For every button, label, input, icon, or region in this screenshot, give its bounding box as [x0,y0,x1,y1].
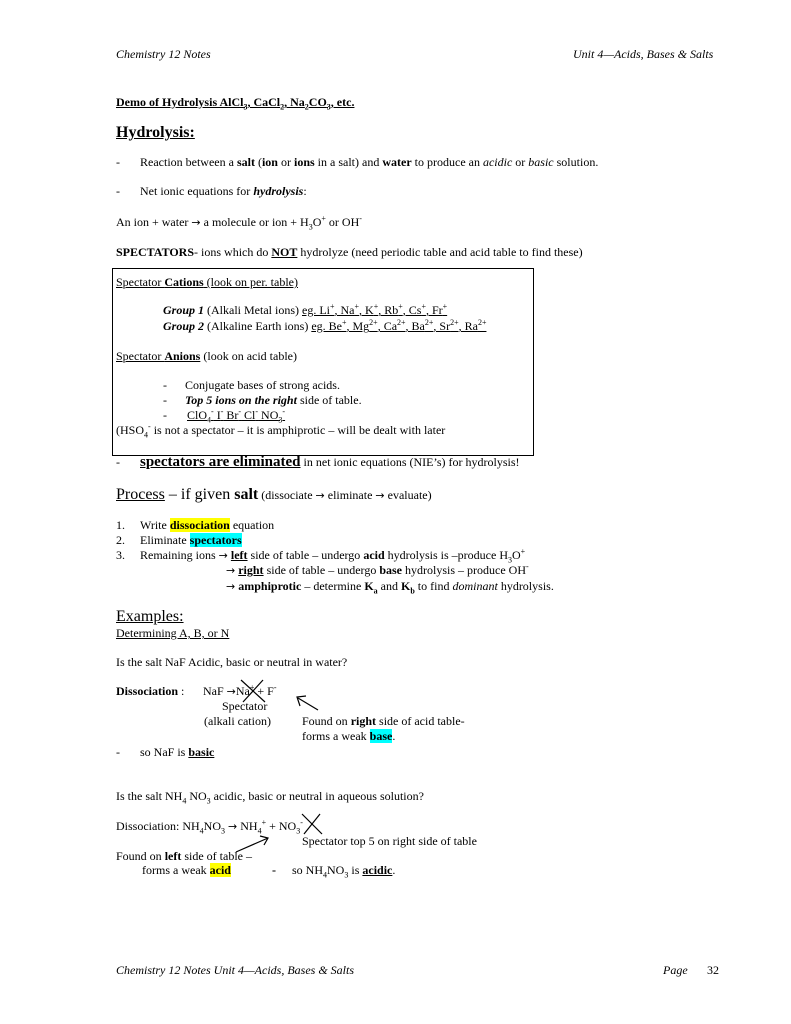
ion-symbol: , Na [334,303,355,317]
weak-acid-note: forms a weak acid [142,863,231,877]
pointer-arrow-f-icon [297,696,318,710]
footer-page-label: Page [663,963,688,977]
found-left-note: Found on left side of table – [116,849,252,863]
footer-left: Chemistry 12 Notes Unit 4—Acids, Bases & Salts [116,963,354,977]
right-arrow-icon: → [226,580,236,593]
ion-symbol: , Ca [377,319,398,333]
ion-charge: 2+ [424,318,434,327]
group1-line: Group 1 (Alkali Metal ions) eg. Li+, Na+, K+, Rb+, Cs+, Fr+ [163,302,448,317]
ion-charge: + [398,302,403,311]
spectator-anions-line: Spectator Anions (look on acid table) [116,349,297,363]
general-equation: An ion + water → a molecule or ion + $H_3O^+$ or OH- [116,214,362,232]
bullet-dash: - [116,155,120,169]
right-arrow-icon: → [228,820,238,833]
ion-symbol: , Sr [433,319,451,333]
ion-symbol: , Cs [402,303,422,317]
examples-subheading: Determining A, B, or N [116,626,230,640]
dissociation-naf: Dissociation : [116,684,185,698]
right-arrow-icon: → [375,489,385,502]
examples-heading: Examples: [116,608,184,625]
bullet-dash: - [163,393,167,407]
hydrolysis-heading: Hydrolysis: [116,124,195,141]
ion-charge: + [373,302,379,311]
demo-title: Demo of Hydrolysis AlCl$_3$, CaCl$_2$, $Na_2CO_3$, etc. [116,95,355,112]
ion-charge: + [330,302,335,311]
process-heading: Process – if given salt (dissociate → eliminate → evaluate) [116,486,432,503]
bullet-net-ionic: Net ionic equations for hydrolysis: [140,184,307,198]
hso4-note: ($HSO_4^-$ is not a spectator – it is amphiprotic – will be dealt with later [116,422,446,440]
ion-symbol: , Rb [378,303,399,317]
step-3c-text: → amphiprotic – determine $K_a$ and $K_b$ to find dominant hydrolysis. [226,579,554,596]
bullet-dash: - [272,863,276,877]
ion-symbol: , Ba [405,319,425,333]
bullet-reaction: Reaction between a salt (ion or ions in a salt) and water to produce an acidic or basic solution. [140,155,599,169]
bullet-dash: - [163,408,167,422]
anion-bullet-top5: Top 5 ions on the right side of table. [185,393,362,407]
ion-charge: 2+ [477,318,487,327]
cross-out-no3-icon [302,814,322,834]
step-3: 3. [116,548,125,562]
step-1-text: Write dissociation equation [140,518,275,532]
right-arrow-icon: → [315,489,325,502]
ion-charge: 2+ [397,318,406,327]
spectator-label: Spectator [222,699,268,713]
bullet-dash: - [163,378,167,392]
anion-list: ClO$_4$- I- Br- Cl- $NO_3^-$ [187,407,286,425]
ion-charge: + [421,302,426,311]
ion-charge: + [442,302,448,311]
naf-conclusion: so NaF is basic [140,745,215,759]
ion-symbol: , Fr [425,303,443,317]
right-arrow-icon: → [191,216,201,229]
eliminated-line: spectators are eliminated in net ionic equations (NIE’s) for hydrolysis! [140,454,520,470]
question-nh4no3: Is the salt $NH_4$ $NO_3$ acidic, basic or neutral in aqueous solution? [116,789,424,806]
step-3b-text: → right side of table – undergo base hydrolysis – produce OH- [226,562,529,577]
naf-equation: NaF →Na+ + F- [203,683,277,698]
question-naf: Is the salt NaF Acidic, basic or neutral in water? [116,655,348,669]
weak-base-note: forms a weak base. [302,729,396,743]
ion-charge: + [341,318,347,327]
step-2: 2. [116,533,125,547]
alkali-cation-label: (alkali cation) [204,714,271,728]
spectator-cations-line: Spectator Cations (look on per. table) [116,275,298,289]
ion-symbol: , Ra [458,319,478,333]
ion-charge: 2+ [369,318,378,327]
spectator-top5-note: Spectator top 5 on right side of table [302,834,477,848]
bullet-dash: - [116,184,120,198]
anion-bullet-conjugate: Conjugate bases of strong acids. [185,378,340,392]
ion-charge: + [354,302,360,311]
step-2-text: Eliminate spectators [140,533,242,547]
header-left: Chemistry 12 Notes [116,47,211,61]
spectators-definition: SPECTATORS- ions which do NOT hydrolyze (need periodic table and acid table to find these) [116,245,583,259]
ion-symbol: , Mg [346,319,370,333]
group2-line: Group 2 (Alkaline Earth ions) eg. Be+, $Mg^{2+}$, $Ca^{2+}$, $Ba^{2+}$, $Sr^{2+}$, $Ra^{2+}$ [163,318,487,333]
bullet-dash: - [116,745,120,759]
right-arrow-icon: → [226,564,236,577]
header-right: Unit 4—Acids, Bases & Salts [573,47,714,61]
footer-page-number: 32 [707,963,719,977]
ion-symbol: , K [359,303,374,317]
nh4no3-conclusion: so $NH_4NO_3$ is acidic. [292,863,396,880]
bullet-dash: - [116,455,120,469]
ion-charge: 2+ [450,318,459,327]
step-3-text: Remaining ions → left side of table – undergo acid hydrolysis is –produce $H_3O^+$ [140,547,526,565]
found-right-note: Found on right side of acid table- [302,714,465,728]
right-arrow-icon: → [226,685,236,698]
right-arrow-icon: → [218,549,228,562]
step-1: 1. [116,518,125,532]
dissociation-nh4no3: Dissociation: $NH_4NO_3 \to NH_4^+ + NO_3^-$ [116,818,303,836]
